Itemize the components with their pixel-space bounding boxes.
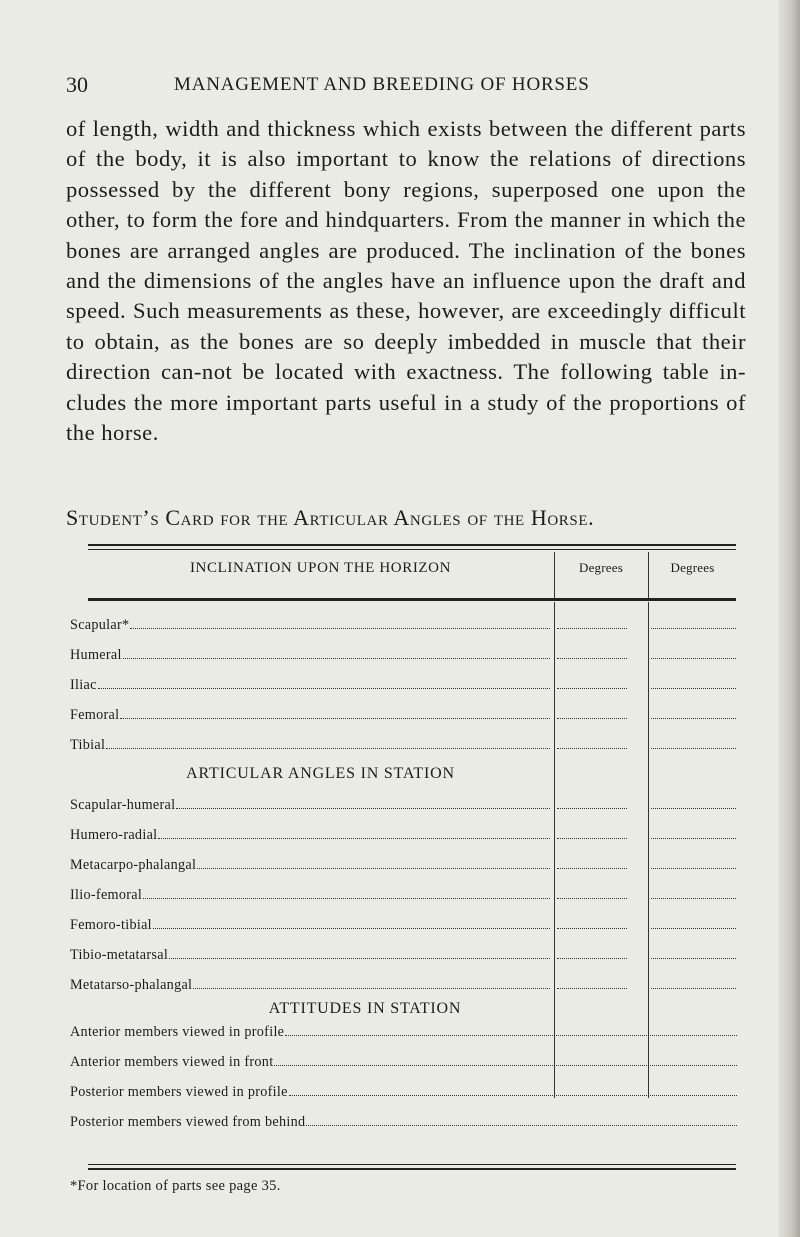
page-header — [66, 72, 746, 104]
row-label: Iliac — [70, 677, 97, 693]
degrees-blank — [557, 868, 627, 869]
degrees-blank — [557, 718, 627, 719]
column-header-degrees-1: Degrees — [579, 560, 623, 575]
degrees-blank — [651, 988, 736, 989]
column-divider — [648, 552, 649, 598]
degrees-blank — [557, 958, 627, 959]
degrees-blank — [557, 658, 627, 659]
degrees-blank — [651, 898, 736, 899]
footnote: *For location of parts see page 35. — [70, 1178, 281, 1194]
row-label: Anterior members viewed in front — [70, 1054, 274, 1070]
row-label: Scapular* — [70, 617, 130, 633]
table-bottom-rule — [88, 1164, 736, 1165]
section-heading-articular: ARTICULAR ANGLES IN STATION — [186, 765, 455, 782]
row-label: Scapular-humeral — [70, 797, 176, 813]
table-row — [70, 917, 737, 939]
degrees-blank — [651, 868, 736, 869]
degrees-blank — [557, 808, 627, 809]
running-head: MANAGEMENT AND BREEDING OF HORSES — [174, 74, 590, 95]
table-row — [70, 737, 737, 759]
table-row — [70, 677, 737, 699]
row-label: Humeral — [70, 647, 122, 663]
table-row — [70, 947, 737, 969]
row-label: Tibio-metatarsal — [70, 947, 169, 963]
table-row — [70, 827, 737, 849]
table-row — [70, 1084, 737, 1106]
column-header-degrees-2: Degrees — [670, 560, 715, 575]
row-label: Posterior members viewed from behind — [70, 1114, 306, 1130]
row-label: Humero-radial — [70, 827, 158, 843]
degrees-blank — [651, 658, 736, 659]
row-label: Tibial — [70, 737, 106, 753]
row-label: Femoro-tibial — [70, 917, 152, 933]
section-heading-attitudes: ATTITUDES IN STATION — [268, 1000, 462, 1017]
table-title: Student’s Card for the Articular Angles of the Horse. — [66, 505, 595, 530]
column-header-inclination: INCLINATION UPON THE HORIZON — [189, 560, 452, 576]
table-row — [70, 617, 737, 639]
row-label: Posterior members viewed in profile — [70, 1084, 288, 1100]
degrees-blank — [651, 628, 736, 629]
degrees-blank — [557, 688, 627, 689]
table-row — [70, 887, 737, 909]
degrees-blank — [557, 928, 627, 929]
table-row — [70, 977, 737, 999]
degrees-blank — [651, 718, 736, 719]
table-row — [70, 1024, 737, 1046]
row-label: Femoral — [70, 707, 120, 723]
table-row — [70, 1114, 737, 1136]
row-label: Metatarso-phalangal — [70, 977, 193, 993]
table-row — [70, 857, 737, 879]
row-label: Ilio-femoral — [70, 887, 143, 903]
degrees-blank — [557, 838, 627, 839]
table-row — [70, 797, 737, 819]
page-number: 30 — [66, 72, 88, 97]
degrees-blank — [557, 898, 627, 899]
column-divider — [554, 552, 555, 598]
table-row — [70, 707, 737, 729]
degrees-blank — [651, 688, 736, 689]
row-label: Anterior members viewed in profile — [70, 1024, 285, 1040]
table-row — [70, 1054, 737, 1076]
row-label: Metacarpo-phalangal — [70, 857, 197, 873]
degrees-blank — [557, 988, 627, 989]
body-paragraph: of length, width and thickness which exists between the different parts of the body, it is also important to know the relations of directions possessed by the different bony regions, superposed one upon the other, to form the fore and hindquarters. From the manner in which the bones are arranged angles are produced. The inclination of the bones and the dimensions of the angles have an influence upon the draft and speed. Such measurements as these, however, are exceedingly difficult to obtain, as the bones are so deeply imbedded in muscle that their direction can-not be located with exactness. The following table in-cludes the more important parts useful in a study of the proportions of the horse. — [66, 116, 746, 446]
degrees-blank — [557, 628, 627, 629]
table-row — [70, 647, 737, 669]
degrees-blank — [651, 808, 736, 809]
table-top-rule — [88, 544, 736, 546]
degrees-blank — [651, 928, 736, 929]
degrees-blank — [557, 748, 627, 749]
degrees-blank — [651, 838, 736, 839]
table-top-rule-inner — [88, 549, 736, 550]
header-rule — [88, 598, 736, 601]
degrees-blank — [651, 748, 736, 749]
page-edge-shadow — [778, 0, 800, 1237]
degrees-blank — [651, 958, 736, 959]
table-bottom-rule-outer — [88, 1168, 736, 1170]
